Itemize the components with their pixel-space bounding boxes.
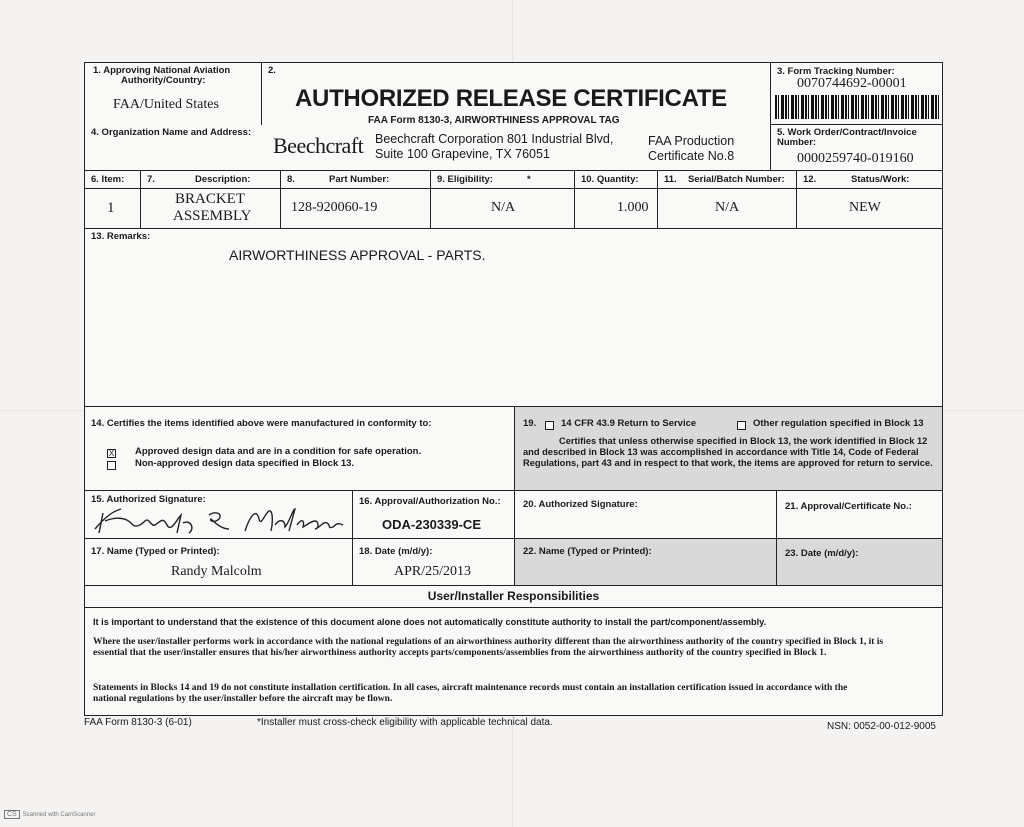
responsibilities-p2: Where the user/installer performs work in accordance with the national regulations of an airworthiness authority different than the airworthiness authority of the country specified in Block 1, it is essential that the user/installer ensures that his/her airworthiness authority accepts parts/components/assemblies from the airworthiness authority of the country specified in Block 1.	[93, 637, 884, 658]
hdr-quantity: 10. Quantity:	[575, 171, 658, 189]
block-16-label: 16. Approval/Authorization No.:	[359, 496, 501, 507]
org-address-line2: Suite 100 Grapevine, TX 76051	[375, 147, 550, 161]
block-19-text: Certifies that unless otherwise specified in Block 13, the work identified in Block 12 and described in Block 13 was accomplished in accordance with Title 14, Code of Federal Regulations, part 43 and in respect to that work, the items are approved for return to service.	[523, 436, 933, 468]
country-value: FAA/United States	[113, 97, 219, 112]
block-13-remarks	[85, 229, 942, 407]
form-subtitle: FAA Form 8130-3, AIRWORTHINESS APPROVAL TAG	[368, 115, 620, 125]
block-2-label: 2.	[268, 65, 276, 76]
block-18-label: 18. Date (m/d/y):	[359, 546, 433, 557]
remarks-text: AIRWORTHINESS APPROVAL - PARTS.	[229, 247, 486, 263]
responsibilities-heading: User/Installer Responsibilities	[427, 589, 600, 603]
block-1-label: 1. Approving National Aviation	[93, 65, 231, 76]
hdr-serial: 11. Serial/Batch Number:	[658, 171, 797, 189]
printed-name: Randy Malcolm	[171, 564, 262, 579]
block-21	[777, 491, 942, 539]
val-item: 1	[85, 189, 141, 229]
val-description: BRACKET ASSEMBLY	[141, 189, 281, 229]
block-22	[515, 539, 777, 586]
block-17-label: 17. Name (Typed or Printed):	[91, 546, 220, 557]
block-15	[85, 491, 353, 539]
val-part-number: 128-920060-19	[281, 189, 431, 229]
nsn-number: NSN: 0052-00-012-9005	[827, 721, 936, 732]
block-5-label-2: Number:	[777, 137, 817, 148]
checkbox-return-to-service[interactable]	[545, 417, 554, 435]
beechcraft-logo: Beechcraft	[273, 133, 364, 158]
approval-number: ODA-230339-CE	[382, 517, 481, 532]
block-2	[262, 63, 770, 125]
option-other-regulation: Other regulation specified in Block 13	[753, 418, 924, 429]
block-23	[777, 539, 942, 586]
block-23-label: 23. Date (m/d/y):	[785, 548, 859, 559]
option-non-approved-design: Non-approved design data specified in Block 13.	[135, 458, 355, 469]
hdr-part-number: 8. Part Number:	[281, 171, 431, 189]
block-20-label: 20. Authorized Signature:	[523, 499, 638, 510]
checkbox-other-regulation[interactable]	[737, 417, 746, 435]
barcode-graphic	[775, 95, 939, 119]
block-1	[85, 63, 262, 125]
block-15-label: 15. Authorized Signature:	[91, 494, 206, 505]
work-order-number: 0000259740-019160	[797, 151, 914, 166]
block-19-label: 19.	[523, 418, 537, 429]
block-4-label: 4. Organization Name and Address:	[91, 127, 252, 138]
form-id: FAA Form 8130-3 (6-01)	[84, 717, 192, 728]
responsibilities-heading-row	[85, 586, 942, 608]
hdr-status: 12. Status/Work:	[797, 171, 942, 189]
checkbox-mark: X	[108, 449, 115, 459]
option-return-to-service: 14 CFR 43.9 Return to Service	[561, 418, 697, 429]
block-5	[770, 125, 942, 171]
block-14	[85, 407, 515, 491]
block-4	[85, 125, 770, 171]
org-address-line1: Beechcraft Corporation 801 Industrial Blvd,	[375, 132, 614, 146]
block-19	[515, 407, 942, 491]
block-17	[85, 539, 353, 586]
faa-form-8130-3	[84, 62, 943, 716]
val-quantity: 1.000	[575, 189, 658, 229]
block-3-label: 3. Form Tracking Number:	[777, 66, 895, 77]
checkbox-non-approved-design[interactable]	[107, 457, 116, 475]
form-title: AUTHORIZED RELEASE CERTIFICATE	[295, 85, 727, 112]
block-21-label: 21. Approval/Certificate No.:	[785, 501, 912, 512]
block-22-label: 22. Name (Typed or Printed):	[523, 546, 652, 557]
hdr-description: 7. Description:	[141, 171, 281, 189]
camscanner-watermark: CS Scanned with CamScanner	[4, 810, 95, 819]
responsibilities-p3: Statements in Blocks 14 and 19 do not constitute installation certification. In all cases, aircraft maintenance records must contain an installation certification issued in accordance with the national regulations by the user/installer before the aircraft may be flown.	[93, 683, 848, 704]
hdr-eligibility: 9. Eligibility: *	[431, 171, 575, 189]
eligibility-note: *Installer must cross-check eligibility with applicable technical data.	[257, 717, 553, 728]
remarks-label: 13. Remarks:	[91, 231, 151, 242]
signature-graphic	[91, 503, 349, 537]
block-3	[770, 63, 942, 125]
option-approved-design: Approved design data and are in a condition for safe operation.	[135, 446, 422, 457]
block-20	[515, 491, 777, 539]
responsibilities-p1: It is important to understand that the existence of this document alone does not automatically constitute authority to install the part/component/assembly.	[93, 617, 767, 627]
signature-date: APR/25/2013	[394, 564, 472, 579]
cert-line1: FAA Production	[648, 134, 735, 148]
val-eligibility: N/A	[431, 189, 575, 229]
block-16	[353, 491, 515, 539]
tracking-number: 0070744692-00001	[797, 76, 907, 91]
cert-line2: Certificate No.8	[648, 149, 735, 163]
val-serial: N/A	[658, 189, 797, 229]
block-14-label: 14. Certifies the items identified above were manufactured in conformity to:	[91, 418, 432, 429]
block-18	[353, 539, 515, 586]
block-1-label-2: Authority/Country:	[121, 75, 206, 86]
val-status: NEW	[797, 189, 942, 229]
hdr-item: 6. Item:	[85, 171, 141, 189]
block-5-label: 5. Work Order/Contract/Invoice	[777, 127, 917, 138]
